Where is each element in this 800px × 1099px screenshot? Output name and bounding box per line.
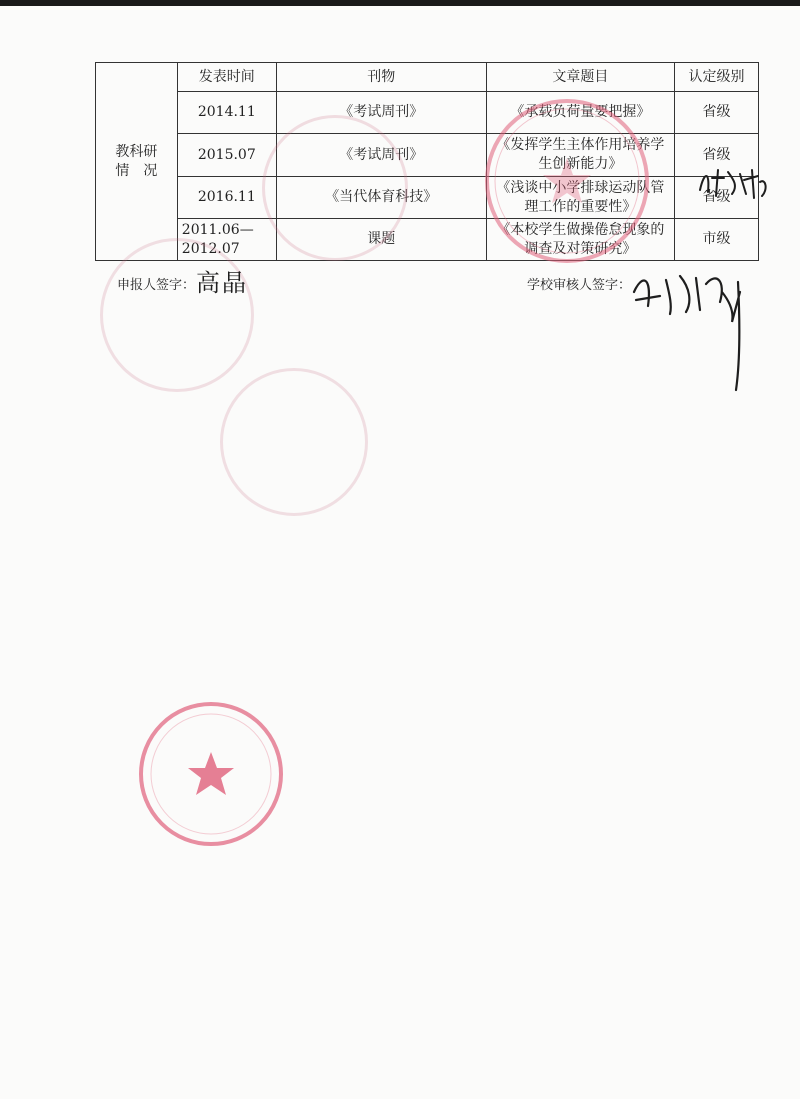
row-date: 2014.11 [177,92,276,134]
handwritten-signature [694,160,772,202]
row-level: 省级 [675,177,759,219]
row-level: 省级 [675,92,759,134]
row-date: 2011.06—2012.07 [177,219,276,261]
reviewer-handwritten-signature [626,262,750,396]
row-date: 2015.07 [177,134,276,177]
row-level: 省级 [675,134,759,177]
faint-seal-mark [220,368,368,516]
research-table [95,62,759,261]
header-publication: 刊物 [276,63,486,92]
table-row [96,134,759,177]
school-seal-stamp [135,698,287,850]
row-title: 《浅谈中小学排球运动队管理工作的重要性》 [486,177,674,219]
table-row [96,92,759,134]
header-level: 认定级别 [675,63,759,92]
row-publication: 《考试周刊》 [276,134,486,177]
header-title: 文章题目 [486,63,674,92]
row-level: 市级 [675,219,759,261]
applicant-signature-label: 申报人签字： [117,278,196,293]
table-header-row [96,63,759,92]
header-date: 发表时间 [177,63,276,92]
table-row [96,219,759,261]
row-title: 《发挥学生主体作用培养学生创新能力》 [486,134,674,177]
scan-top-edge [0,0,800,6]
row-title: 《本校学生做操倦怠现象的调查及对策研究》 [486,219,674,261]
row-publication: 《考试周刊》 [276,92,486,134]
row-date: 2016.11 [177,177,276,219]
row-title: 《承载负荷量要把握》 [486,92,674,134]
row-publication: 《当代体育科技》 [276,177,486,219]
reviewer-signature-label: 学校审核人签字： [527,278,632,293]
section-label [96,63,178,261]
table-row [96,177,759,219]
faint-seal-mark [100,238,254,392]
row-publication: 课题 [276,219,486,261]
applicant-name: 高晶 [196,269,248,297]
section-label-text: 教科研 情 况 [115,143,158,179]
